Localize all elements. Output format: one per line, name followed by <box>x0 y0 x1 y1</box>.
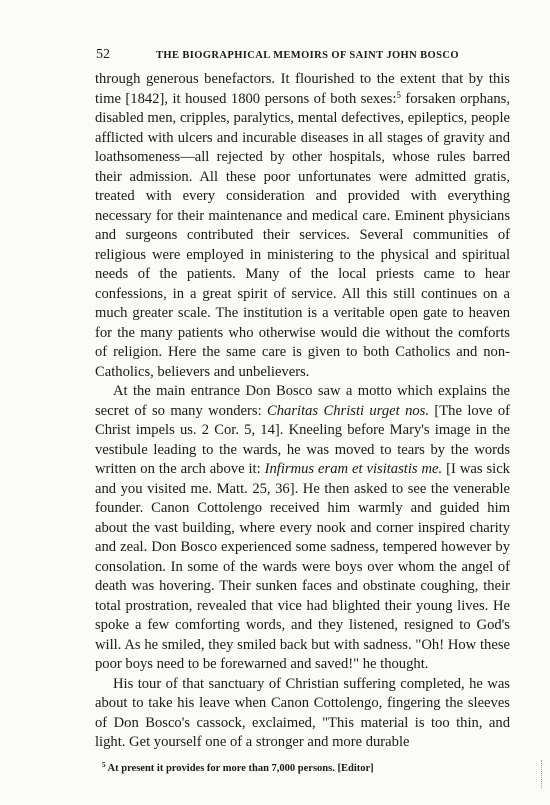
paragraph-3-text: His tour of that sanctuary of Christian suffering completed, he was about to take his leave when Canon Cottolengo, fingering the sleeves of Don Bosco's cassock, exclaimed, "This material is too thin, and light. Get yourself one of a stronger and more durable <box>95 675 510 750</box>
paragraph-1-text-b: forsaken orphans, disabled men, cripples, paralytics, mental defectives, epileptics, people afflicted with ulcers and incurable diseases in all stages of gravity and loathsomeness—all rejected by other hospitals, whose rules barred their admission. All these poor unfortunates were admitted gratis, treated with every consideration and provided with everything necessary for their maintenance and medical care. Eminent physicians and surgeons contributed their services. Several communities of religious were employed in ministering to the physical and spiritual needs of the patients. Many of the local priests came to hear confessions, in a great spirit of service. All this still continues on a much greater scale. The institution is a veritable open gate to heaven for the many patients who otherwise would die without the comforts of religion. Here the same care is given to both Catholics and non-Catholics, believers and unbelievers. <box>95 90 510 380</box>
running-title: THE BIOGRAPHICAL MEMOIRS OF SAINT JOHN BOSCO <box>156 50 459 61</box>
footnote-text: At present it provides for more than 7,000 persons. [Editor] <box>105 763 374 774</box>
footnote-reference: 5 <box>396 89 401 100</box>
footnote <box>102 762 502 776</box>
page-number: 52 <box>96 47 110 62</box>
paragraph-2-text-b: [The love of Christ impels us. 2 Cor. 5, 14]. Kneeling before Mary's image in the vestibule leading to the wards, he was moved to tears by the words written on the arch above it: <box>95 402 511 477</box>
footnote-marker: 5 <box>102 761 106 769</box>
paragraph-2 <box>95 382 510 675</box>
paragraph-2-text-c: [I was sick and you visited me. Matt. 25, 36]. He then asked to see the venerable founder. Canon Cottolengo received him warmly and guided him about the vast building, where every nook and corner inspired charity and zeal. Don Bosco experienced some sadness, tempered however by consolation. In some of the wards were boys over whom the angel of death was hovering. Their sunken faces and obstinate coughing, their total prostration, revealed that vice had blighted their young lives. He spoke a few comforting words, and they listened, resigned to God's will. As he smiled, they smiled back but with sadness. "Oh! How these poor boys need to be forewarned and saved!" he thought. <box>95 461 510 672</box>
page-header <box>96 47 496 64</box>
scan-edge-mark <box>541 760 543 788</box>
paragraph-1 <box>95 70 510 382</box>
paragraph-1-text-a: through generous benefactors. It flourished to the extent that by this time [1842], it housed 1800 persons of both sexes: <box>95 71 510 107</box>
body-text <box>95 70 510 753</box>
paragraph-3 <box>95 675 510 753</box>
latin-motto: Charitas Christi urget nos. <box>267 402 430 419</box>
latin-inscription: Infirmus eram et visitastis me. <box>264 461 443 477</box>
paragraph-2-text-a: At the main entrance Don Bosco saw a motto which explains the secret of so many wonders: <box>95 383 510 419</box>
